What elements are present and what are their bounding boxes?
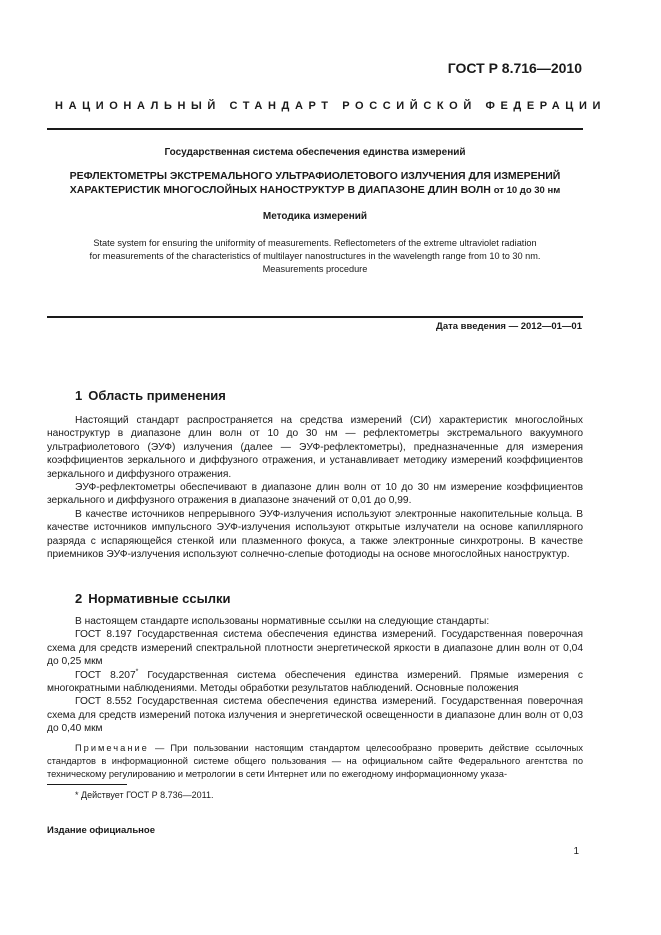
national-standard-banner: НАЦИОНАЛЬНЫЙ СТАНДАРТ РОССИЙСКОЙ ФЕДЕРАЦИИ (55, 100, 606, 112)
section-2-title: Нормативные ссылки (88, 591, 231, 606)
footnote-marker: * (135, 668, 139, 676)
top-divider (47, 128, 583, 130)
reference-gost-8-197: ГОСТ 8.197 Государственная система обеспечения единства измерений. Государственная поверочная схема для средств измерений спектральной плотности энергетической яркости в диапазоне длин волн от 0,04 до 0,25 мкм (47, 629, 583, 668)
footnote: * Действует ГОСТ Р 8.736—2011. (75, 790, 214, 800)
reference-gost-8-207-code: ГОСТ 8.207 (75, 669, 136, 681)
section-1-number: 1 (75, 388, 83, 403)
page-number: 1 (573, 846, 579, 857)
english-title-line2: for measurements of the characteristics of multilayer nanostructures in the wavelength range from 10 to 30 nm. (89, 251, 541, 261)
system-title: Государственная система обеспечения единства измерений (164, 147, 466, 158)
note (47, 742, 583, 781)
section-1-body (47, 414, 583, 561)
official-edition-label: Издание официальное (47, 825, 155, 836)
section-2-body (47, 615, 583, 736)
english-title-line1: State system for ensuring the uniformity of measurements. Reflectometers of the extreme ultraviolet radiation (93, 238, 537, 248)
section-1-paragraph-3: В качестве источников непрерывного ЭУФ-излучения используют электронные накопительные кольца. В качестве источников импульсного ЭУФ-излучения используют открытые излучатели на основе капиллярного разряда с испаряющейся стенкой или плазменного фокуса, а также электронные синхротроны. В качестве приемников ЭУФ-излучения используют солнечно-слепые фотодиоды на основе многослойных наноструктур. (47, 508, 583, 561)
english-title-line3: Measurements procedure (262, 264, 368, 274)
english-title (47, 237, 583, 276)
reference-gost-8-207-text: Государственная система обеспечения единства измерений. Прямые измерения с многократными наблюдениями. Методы обработки результатов наблюдений. Основные положения (47, 669, 583, 695)
section-1-paragraph-2: ЭУФ-рефлектометры обеспечивают в диапазоне длин волн от 10 до 30 нм измерение коэффициентов зеркального и диффузного отражения в диапазоне значений от 0,01 до 0,99. (47, 482, 583, 507)
section-1-title: Область применения (88, 388, 226, 403)
reference-gost-8-552: ГОСТ 8.552 Государственная система обеспечения единства измерений. Государственная поверочная схема для средств измерений потока излучения и энергетической освещенности в диапазоне длин волн от 0,03 до 0,40 мкм (47, 696, 583, 735)
document-title-range: от 10 до 30 нм (493, 185, 561, 196)
section-2-number: 2 (75, 591, 83, 606)
footnote-divider (47, 784, 127, 785)
section-2-heading (75, 591, 230, 606)
note-label: Примечание (75, 743, 149, 753)
document-title-line1: РЕФЛЕКТОМЕТРЫ ЭКСТРЕМАЛЬНОГО УЛЬТРАФИОЛЕТОВОГО ИЗЛУЧЕНИЯ ДЛЯ ИЗМЕРЕНИЙ (69, 170, 561, 182)
introduction-date: Дата введения — 2012—01—01 (436, 321, 582, 332)
section-1-heading (75, 388, 226, 403)
section-1-paragraph-1: Настоящий стандарт распространяется на средства измерений (СИ) характеристик многослойных наноструктур в диапазоне длин волн от 10 до 30 нм — рефлектометры экстремального вакуумного ультрафиолетового (ЭУФ) излучения (далее — ЭУФ-рефлектометры), предназначенные для измерения коэффициентов зеркального и диффузного отражения, и устанавливает методику измерений коэффициентов зеркального и диффузного отражения. (47, 415, 583, 480)
note-text: — При пользовании настоящим стандартом целесообразно проверить действие ссылочных стандартов в информационной системе общего пользования — на официальном сайте Федерального агентства по техническому регулированию и метрологии в сети Интернет или по ежегодному информационному указа- (47, 743, 583, 779)
reference-gost-8-207 (47, 669, 583, 696)
gost-number: ГОСТ Р 8.716—2010 (447, 60, 582, 76)
middle-divider (47, 316, 583, 318)
document-title-line2 (47, 183, 583, 198)
method-title: Методика измерений (262, 211, 368, 222)
section-2-paragraph-1: В настоящем стандарте использованы нормативные ссылки на следующие стандарты: (75, 616, 490, 627)
document-title (47, 169, 583, 198)
document-title-line2-text: ХАРАКТЕРИСТИК МНОГОСЛОЙНЫХ НАНОСТРУКТУР В ДИАПАЗОНЕ ДЛИН ВОЛН (69, 184, 491, 196)
